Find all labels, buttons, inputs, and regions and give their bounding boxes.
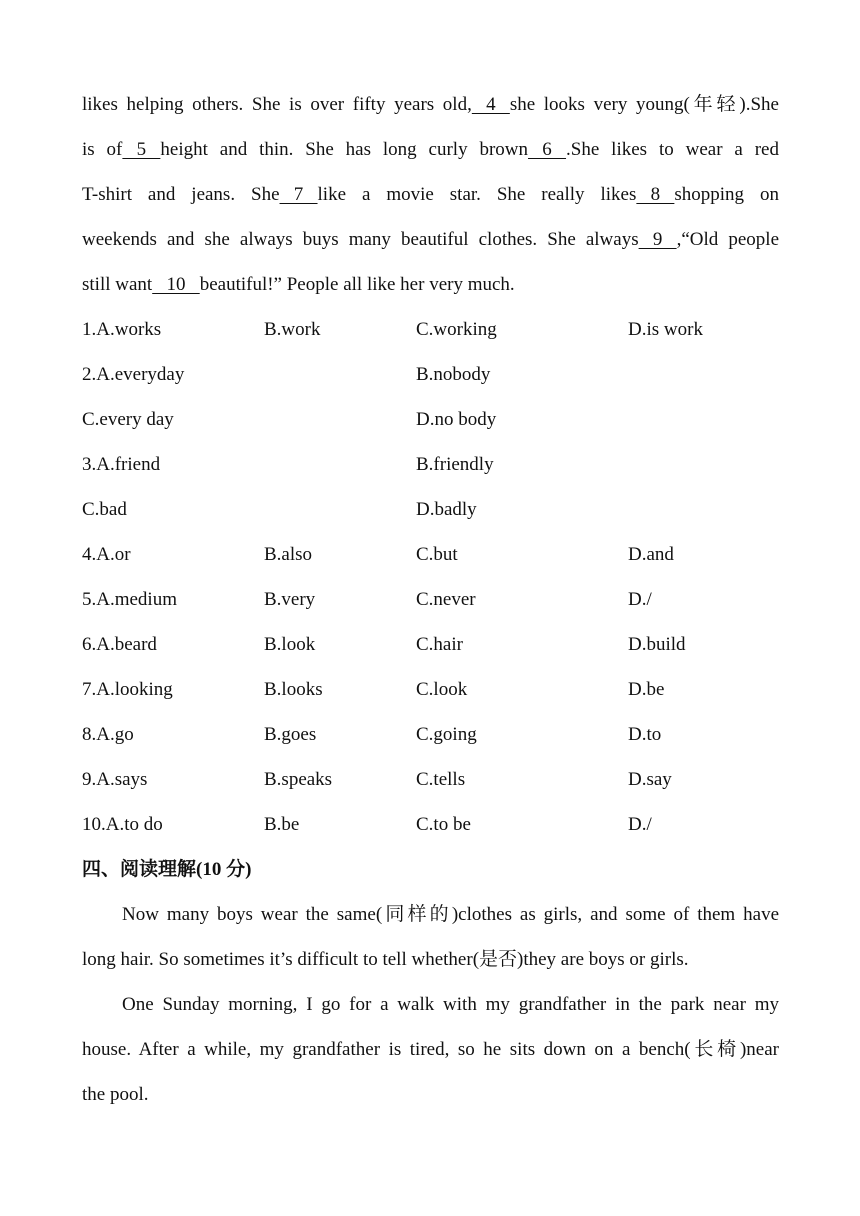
- option-b: B.friendly: [416, 454, 494, 475]
- option-a: 9.A.says: [82, 769, 148, 790]
- option-b: B.be: [264, 814, 300, 835]
- blank-5: 5: [122, 139, 161, 160]
- option-b: B.goes: [264, 724, 317, 745]
- option-d: D.is work: [628, 319, 703, 340]
- option-c: C.tells: [416, 769, 466, 790]
- worksheet-page: [82, 82, 779, 1117]
- option-row: [82, 757, 779, 802]
- passage-text: she looks very young(年轻).She: [509, 94, 779, 115]
- blank-7: 7: [279, 184, 318, 205]
- option-row: [82, 487, 779, 532]
- passage-text: shopping on: [674, 184, 779, 205]
- option-row: [82, 712, 779, 757]
- passage-text: like a movie star. She really likes: [317, 184, 637, 205]
- option-d: D.be: [628, 679, 665, 700]
- section-heading: 四、阅读理解(10 分): [82, 859, 252, 880]
- passage-line-2: [82, 127, 779, 172]
- passage-line-5: [82, 262, 779, 307]
- option-d: D.say: [628, 769, 672, 790]
- passage-text: ,“Old people: [676, 229, 779, 250]
- passage-text: still want: [82, 274, 153, 295]
- option-d: D.build: [628, 634, 686, 655]
- option-a: 1.A.works: [82, 319, 162, 340]
- option-b: B.work: [264, 319, 321, 340]
- paragraph-line: house. After a while, my grandfather is tired, so he sits down on a bench(长椅)near: [82, 1039, 779, 1060]
- blank-6: 6: [528, 139, 567, 160]
- option-row: [82, 577, 779, 622]
- option-c: C.every day: [82, 409, 174, 430]
- option-c: C.hair: [416, 634, 463, 655]
- option-b: B.very: [264, 589, 316, 610]
- option-c: C.going: [416, 724, 477, 745]
- option-row: [82, 802, 779, 847]
- option-a: 4.A.or: [82, 544, 131, 565]
- option-c: C.to be: [416, 814, 471, 835]
- option-row: [82, 622, 779, 667]
- option-a: 2.A.everyday: [82, 364, 185, 385]
- option-b: B.looks: [264, 679, 323, 700]
- option-c: C.but: [416, 544, 458, 565]
- option-a: 5.A.medium: [82, 589, 177, 610]
- option-row: [82, 307, 779, 352]
- passage-text: .She likes to wear a red: [566, 139, 779, 160]
- options-list: [82, 307, 779, 847]
- option-row: [82, 442, 779, 487]
- option-d: D./: [628, 814, 652, 835]
- option-c: C.bad: [82, 499, 127, 520]
- option-a: 6.A.beard: [82, 634, 157, 655]
- passage-line-1: [82, 82, 779, 127]
- passage-line-3: [82, 172, 779, 217]
- option-d: D.and: [628, 544, 674, 565]
- option-b: B.nobody: [416, 364, 491, 385]
- blank-8: 8: [636, 184, 675, 205]
- option-b: B.also: [264, 544, 313, 565]
- paragraph-line: the pool.: [82, 1084, 149, 1105]
- option-a: 7.A.looking: [82, 679, 173, 700]
- option-c: C.look: [416, 679, 468, 700]
- blank-10: 10: [152, 274, 200, 295]
- option-a: 10.A.to do: [82, 814, 163, 835]
- passage-text: beautiful!” People all like her very much.: [199, 274, 515, 295]
- passage-text: is of: [82, 139, 123, 160]
- option-b: B.speaks: [264, 769, 333, 790]
- paragraph-line: One Sunday morning, I go for a walk with my grandfather in the park near my: [122, 994, 779, 1015]
- option-b: B.look: [264, 634, 316, 655]
- option-a: 3.A.friend: [82, 454, 161, 475]
- blank-9: 9: [638, 229, 677, 250]
- option-d: D.no body: [416, 409, 497, 430]
- paragraph-line: long hair. So sometimes it’s difficult to tell whether(是否)they are boys or girls.: [82, 949, 689, 970]
- option-d: D.to: [628, 724, 662, 745]
- option-d: D.badly: [416, 499, 477, 520]
- passage-text: height and thin. She has long curly brown: [160, 139, 529, 160]
- option-d: D./: [628, 589, 652, 610]
- passage-line-4: [82, 217, 779, 262]
- passage-text: T-shirt and jeans. She: [82, 184, 280, 205]
- paragraph-line: Now many boys wear the same(同样的)clothes as girls, and some of them have: [122, 904, 779, 925]
- reading-passage: [82, 892, 779, 1117]
- option-row: [82, 397, 779, 442]
- option-c: C.working: [416, 319, 497, 340]
- option-a: 8.A.go: [82, 724, 134, 745]
- option-c: C.never: [416, 589, 476, 610]
- passage-text: weekends and she always buys many beautiful clothes. She always: [82, 229, 639, 250]
- option-row: [82, 352, 779, 397]
- blank-4: 4: [471, 94, 510, 115]
- option-row: [82, 532, 779, 577]
- passage-text: likes helping others. She is over fifty years old,: [82, 94, 472, 115]
- option-row: [82, 667, 779, 712]
